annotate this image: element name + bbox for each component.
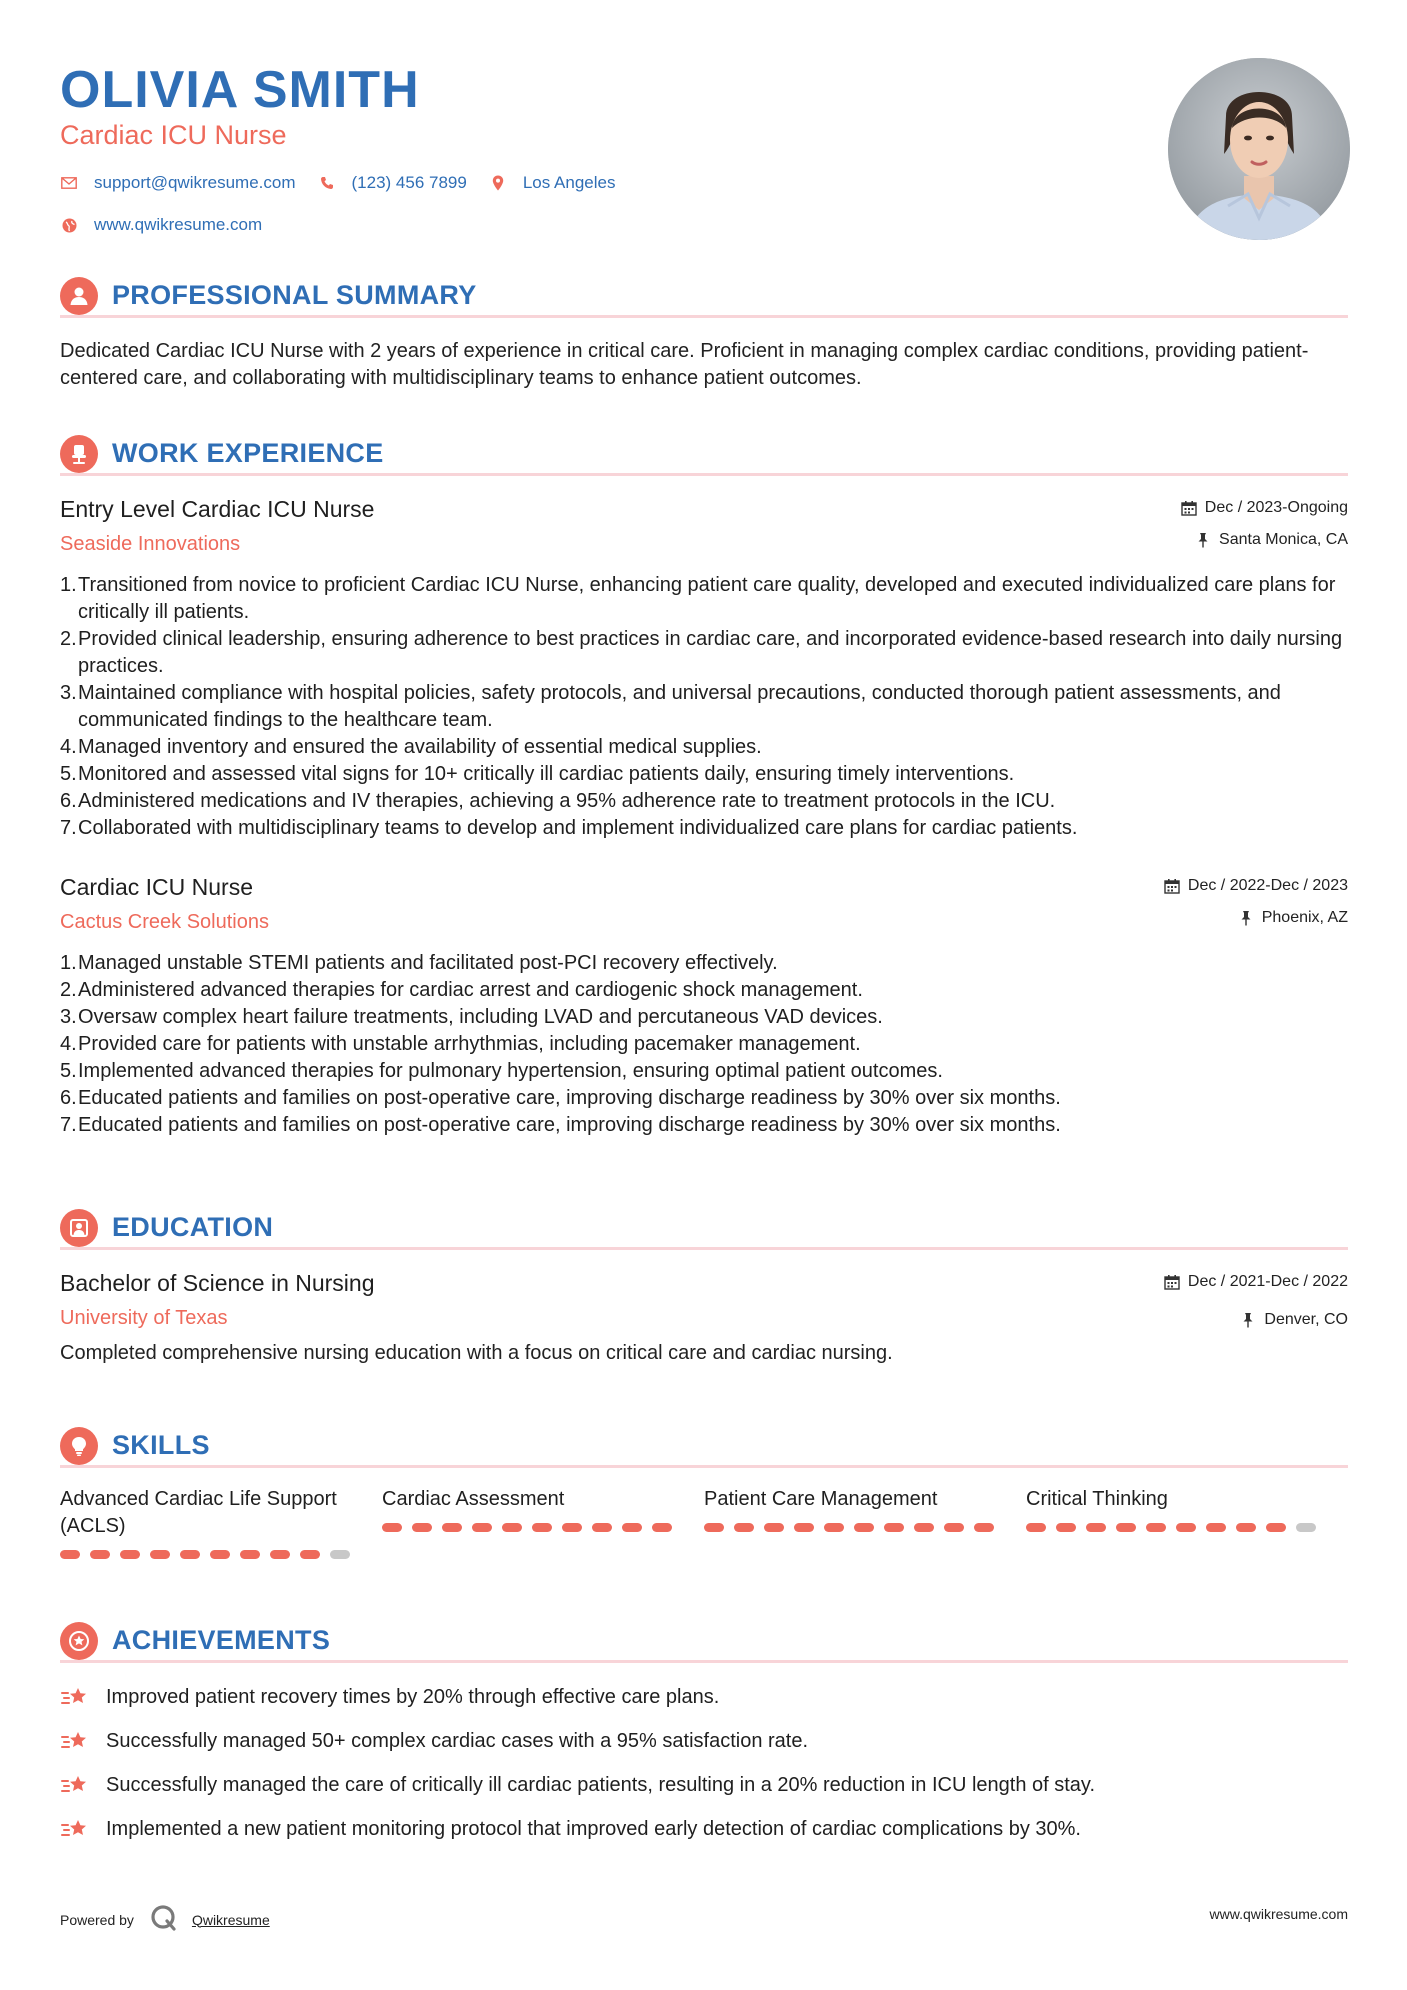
rating-dot-filled <box>412 1523 432 1532</box>
achievement-text: Successfully managed the care of critically ill cardiac patients, resulting in a 20% reduction in ICU length of stay. <box>106 1773 1096 1796</box>
website-text: www.qwikresume.com <box>94 215 263 234</box>
rating-dot-filled <box>472 1523 492 1532</box>
candidate-role: Cardiac ICU Nurse <box>60 120 287 150</box>
skill-rating <box>60 1550 382 1559</box>
bullet-item: 6. Educated patients and families on post-operative care, improving discharge readiness by 30% over six months. <box>60 1087 1061 1109</box>
map-pin-icon <box>489 174 507 192</box>
education-dates: Dec / 2021-Dec / 2022 <box>1187 1273 1348 1290</box>
experience-section <box>60 434 1348 1139</box>
profile-photo <box>1168 58 1350 240</box>
pushpin-icon <box>1195 532 1211 548</box>
rating-dot-filled <box>532 1523 552 1532</box>
education-title: EDUCATION <box>112 1212 274 1242</box>
job-dates: Dec / 2023-Ongoing <box>1204 499 1348 516</box>
powered-by-label: Powered by <box>60 1911 134 1928</box>
pushpin-icon <box>1240 1312 1256 1328</box>
rating-dot-filled <box>704 1523 724 1532</box>
bullet-item: 2. Provided clinical leadership, ensuring adherence to best practices in cardiac care, and incorporated evidence-based research into daily nursing practices. <box>60 628 1343 677</box>
bullet-item: 1. Transitioned from novice to proficient Cardiac ICU Nurse, enhancing patient care quality, developed and executed individualized care plans for critically ill patients. <box>60 574 1336 623</box>
rating-dot-filled <box>240 1550 260 1559</box>
achievement-item <box>60 1719 1348 1763</box>
rating-dot-filled <box>1146 1523 1166 1532</box>
rating-dot-filled <box>270 1550 290 1559</box>
rating-dot-filled <box>734 1523 754 1532</box>
rating-dot-filled <box>180 1550 200 1559</box>
candidate-name: OLIVIA SMITH <box>60 61 420 119</box>
education-header <box>60 1208 1348 1250</box>
skill-rating <box>704 1523 1026 1532</box>
achievement-item <box>60 1675 1348 1719</box>
rating-dot-filled <box>442 1523 462 1532</box>
calendar-icon <box>1181 500 1197 516</box>
bullet-item: 7. Collaborated with multidisciplinary teams to develop and implement individualized care plans for cardiac patients. <box>60 817 1078 839</box>
rating-dot-filled <box>854 1523 874 1532</box>
rating-dot-filled <box>210 1550 230 1559</box>
job-entry <box>60 494 1348 842</box>
rating-dot-filled <box>1026 1523 1046 1532</box>
shooting-star-icon <box>60 1682 90 1712</box>
rating-dot-filled <box>300 1550 320 1559</box>
star-badge-icon <box>60 1622 98 1660</box>
rating-dot-filled <box>382 1523 402 1532</box>
phone-text: (123) 456 7899 <box>351 173 467 192</box>
bullet-item: 5. Implemented advanced therapies for pulmonary hypertension, ensuring optimal patient outcomes. <box>60 1060 943 1082</box>
skill-item <box>704 1486 1026 1559</box>
job-location: Santa Monica, CA <box>1219 531 1348 548</box>
skills-title: SKILLS <box>112 1430 210 1460</box>
footer <box>60 1898 1348 1928</box>
office-chair-icon <box>60 435 98 473</box>
bullet-item: 4. Managed inventory and ensured the availability of essential medical supplies. <box>60 736 762 758</box>
rating-dot-filled <box>1056 1523 1076 1532</box>
pushpin-icon <box>1238 910 1254 926</box>
qwikresume-logo-icon <box>150 1904 178 1935</box>
calendar-icon <box>1164 878 1180 894</box>
shooting-star-icon <box>60 1814 90 1844</box>
summary-header <box>60 276 1348 318</box>
rating-dot-filled <box>1176 1523 1196 1532</box>
rating-dot-filled <box>974 1523 994 1532</box>
bullet-item: 5. Monitored and assessed vital signs for 10+ critically ill cardiac patients daily, ensuring timely interventions. <box>60 763 1015 785</box>
powered-by <box>60 1904 270 1935</box>
job-bullets <box>60 950 1348 1139</box>
envelope-icon <box>60 174 78 192</box>
achievement-text: Successfully managed 50+ complex cardiac cases with a 95% satisfaction rate. <box>106 1729 809 1752</box>
skill-label: Advanced Cardiac Life Support (ACLS) <box>60 1488 337 1537</box>
summary-title: PROFESSIONAL SUMMARY <box>112 280 477 310</box>
skill-item <box>60 1486 382 1559</box>
achievement-item <box>60 1763 1348 1807</box>
skill-label: Cardiac Assessment <box>382 1488 565 1510</box>
education-description: Completed comprehensive nursing education with a focus on critical care and cardiac nursing. <box>60 1342 893 1364</box>
rating-dot-filled <box>592 1523 612 1532</box>
location-text: Los Angeles <box>522 173 616 192</box>
rating-dot-filled <box>150 1550 170 1559</box>
skill-item <box>1026 1486 1348 1559</box>
bullet-item: 7. Educated patients and families on post-operative care, improving discharge readiness by 30% over six months. <box>60 1114 1061 1136</box>
rating-dot-filled <box>764 1523 784 1532</box>
job-entry <box>60 872 1348 1139</box>
achievement-text: Implemented a new patient monitoring protocol that improved early detection of cardiac complications by 30%. <box>106 1817 1081 1840</box>
bullet-item: 1. Managed unstable STEMI patients and facilitated post-PCI recovery effectively. <box>60 952 778 974</box>
bullet-item: 3. Oversaw complex heart failure treatments, including LVAD and percutaneous VAD devices. <box>60 1006 883 1028</box>
bullet-item: 2. Administered advanced therapies for cardiac arrest and cardiogenic shock management. <box>60 979 863 1001</box>
rating-dot-filled <box>1236 1523 1256 1532</box>
job-title: Cardiac ICU Nurse <box>60 874 253 900</box>
email-text: support@qwikresume.com <box>94 173 296 192</box>
rating-dot-filled <box>1206 1523 1226 1532</box>
education-location: Denver, CO <box>1264 1311 1348 1328</box>
rating-dot-filled <box>1086 1523 1106 1532</box>
rating-dot-filled <box>1116 1523 1136 1532</box>
skill-label: Critical Thinking <box>1026 1488 1168 1510</box>
job-company: Cactus Creek Solutions <box>60 911 269 933</box>
skills-section <box>60 1426 1348 1559</box>
skills-list <box>60 1486 1348 1559</box>
experience-title: WORK EXPERIENCE <box>112 438 384 468</box>
contact-info <box>60 172 637 236</box>
job-bullets <box>60 572 1348 842</box>
job-meta <box>1164 876 1348 928</box>
rating-dot-filled <box>562 1523 582 1532</box>
phone-icon <box>318 174 336 192</box>
achievement-item <box>60 1807 1348 1851</box>
skill-rating <box>1026 1523 1348 1532</box>
education-meta <box>1164 1272 1348 1330</box>
education-entry <box>60 1268 1348 1367</box>
job-title: Entry Level Cardiac ICU Nurse <box>60 496 375 522</box>
rating-dot-filled <box>1266 1523 1286 1532</box>
achievements-list <box>60 1675 1348 1851</box>
rating-dot-filled <box>652 1523 672 1532</box>
skill-item <box>382 1486 704 1559</box>
shooting-star-icon <box>60 1726 90 1756</box>
qwikresume-link[interactable]: Qwikresume <box>191 1911 270 1928</box>
rating-dot-filled <box>90 1550 110 1559</box>
rating-dot-filled <box>60 1550 80 1559</box>
achievement-text: Improved patient recovery times by 20% through effective care plans. <box>106 1685 720 1708</box>
bullet-item: 4. Provided care for patients with unstable arrhythmias, including pacemaker management. <box>60 1033 861 1055</box>
job-company: Seaside Innovations <box>60 533 241 555</box>
contact-email[interactable] <box>60 172 296 194</box>
rating-dot-empty <box>1296 1523 1316 1532</box>
summary-section <box>60 276 1348 392</box>
graduate-icon <box>60 1209 98 1247</box>
achievements-header <box>60 1621 1348 1663</box>
calendar-icon <box>1164 1274 1180 1290</box>
skill-rating <box>382 1523 704 1532</box>
bullet-item: 6. Administered medications and IV therapies, achieving a 95% adherence rate to treatment protocols in the ICU. <box>60 790 1056 812</box>
rating-dot-filled <box>944 1523 964 1532</box>
degree-title: Bachelor of Science in Nursing <box>60 1270 375 1296</box>
rating-dot-filled <box>884 1523 904 1532</box>
skills-header <box>60 1426 1348 1468</box>
footer-website[interactable]: www.qwikresume.com <box>1209 1906 1348 1922</box>
experience-header <box>60 434 1348 476</box>
job-dates: Dec / 2022-Dec / 2023 <box>1187 877 1348 894</box>
job-meta <box>1181 498 1348 550</box>
job-location: Phoenix, AZ <box>1261 909 1348 926</box>
rating-dot-filled <box>824 1523 844 1532</box>
summary-text: Dedicated Cardiac ICU Nurse with 2 years of experience in critical care. Proficient in managing complex cardiac conditions, providing patient-centered care, and collaborating with multidisciplinary teams to enhance patient outcomes. <box>60 340 1309 389</box>
school-name: University of Texas <box>60 1307 228 1329</box>
rating-dot-filled <box>120 1550 140 1559</box>
skill-label: Patient Care Management <box>704 1488 938 1510</box>
education-section <box>60 1208 1348 1367</box>
contact-website[interactable] <box>60 214 262 236</box>
contact-phone[interactable] <box>318 172 467 194</box>
rating-dot-filled <box>794 1523 814 1532</box>
rating-dot-filled <box>502 1523 522 1532</box>
lightbulb-icon <box>60 1427 98 1465</box>
achievements-title: ACHIEVEMENTS <box>112 1625 331 1655</box>
rating-dot-filled <box>622 1523 642 1532</box>
contact-location <box>489 172 616 194</box>
achievements-section <box>60 1621 1348 1851</box>
user-icon <box>60 277 98 315</box>
bullet-item: 3. Maintained compliance with hospital policies, safety protocols, and universal precautions, conducted thorough patient assessments, and communicated findings to the healthcare team. <box>60 682 1281 731</box>
shooting-star-icon <box>60 1770 90 1800</box>
rating-dot-filled <box>914 1523 934 1532</box>
rating-dot-empty <box>330 1550 350 1559</box>
globe-icon <box>60 216 78 234</box>
